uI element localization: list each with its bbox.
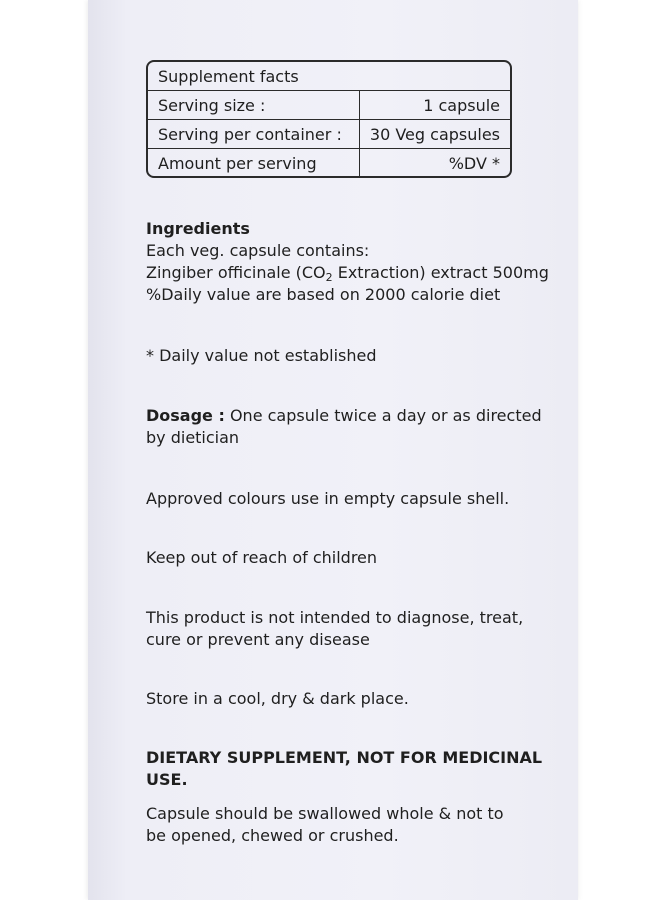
facts-row-amount-per-serving <box>148 149 510 178</box>
facts-label: Serving per container : <box>148 120 360 148</box>
ingredients-line-2-pre: Zingiber officinale (CO <box>146 263 326 282</box>
disclaimer-section <box>146 607 566 651</box>
facts-label: Amount per serving <box>148 149 360 178</box>
ingredients-line-2-post: Extraction) extract 500mg <box>332 263 549 282</box>
daily-value-note: * Daily value not established <box>146 346 377 365</box>
facts-row-servings-per-container <box>148 120 510 149</box>
facts-title: Supplement facts <box>158 67 299 86</box>
dietary-notice: DIETARY SUPPLEMENT, NOT FOR MEDICINAL USE. <box>146 748 543 789</box>
capsule-note-line-2: be opened, chewed or crushed. <box>146 826 399 845</box>
facts-row-serving-size <box>148 91 510 120</box>
capsule-note <box>146 803 566 847</box>
facts-value: %DV * <box>448 154 500 173</box>
facts-value: 30 Veg capsules <box>369 125 500 144</box>
supplement-facts-table <box>146 60 512 178</box>
disclaimer-line-2: cure or prevent any disease <box>146 630 370 649</box>
ingredients-line-3: %Daily value are based on 2000 calorie diet <box>146 285 501 304</box>
ingredients-section <box>146 218 566 306</box>
dosage-line-1 <box>146 405 566 427</box>
colours-note: Approved colours use in empty capsule shell. <box>146 489 510 508</box>
facts-value: 1 capsule <box>423 96 500 115</box>
dosage-text: One capsule twice a day or as directed <box>224 406 542 425</box>
dosage-label: Dosage : <box>146 406 225 425</box>
dosage-line-2: by dietician <box>146 428 240 447</box>
capsule-note-line-1: Capsule should be swallowed whole & not to <box>146 804 504 823</box>
facts-title-row <box>148 62 510 91</box>
ingredients-line-2-subscript: 2 <box>325 271 333 284</box>
ingredients-line-2 <box>146 262 566 284</box>
children-note: Keep out of reach of children <box>146 548 378 567</box>
dosage-section <box>146 405 566 449</box>
disclaimer-line-1: This product is not intended to diagnose, treat, <box>146 608 524 627</box>
facts-label: Serving size : <box>148 91 360 119</box>
ingredients-heading: Ingredients <box>146 219 250 238</box>
storage-note: Store in a cool, dry & dark place. <box>146 689 409 708</box>
ingredients-line-1: Each veg. capsule contains: <box>146 241 370 260</box>
